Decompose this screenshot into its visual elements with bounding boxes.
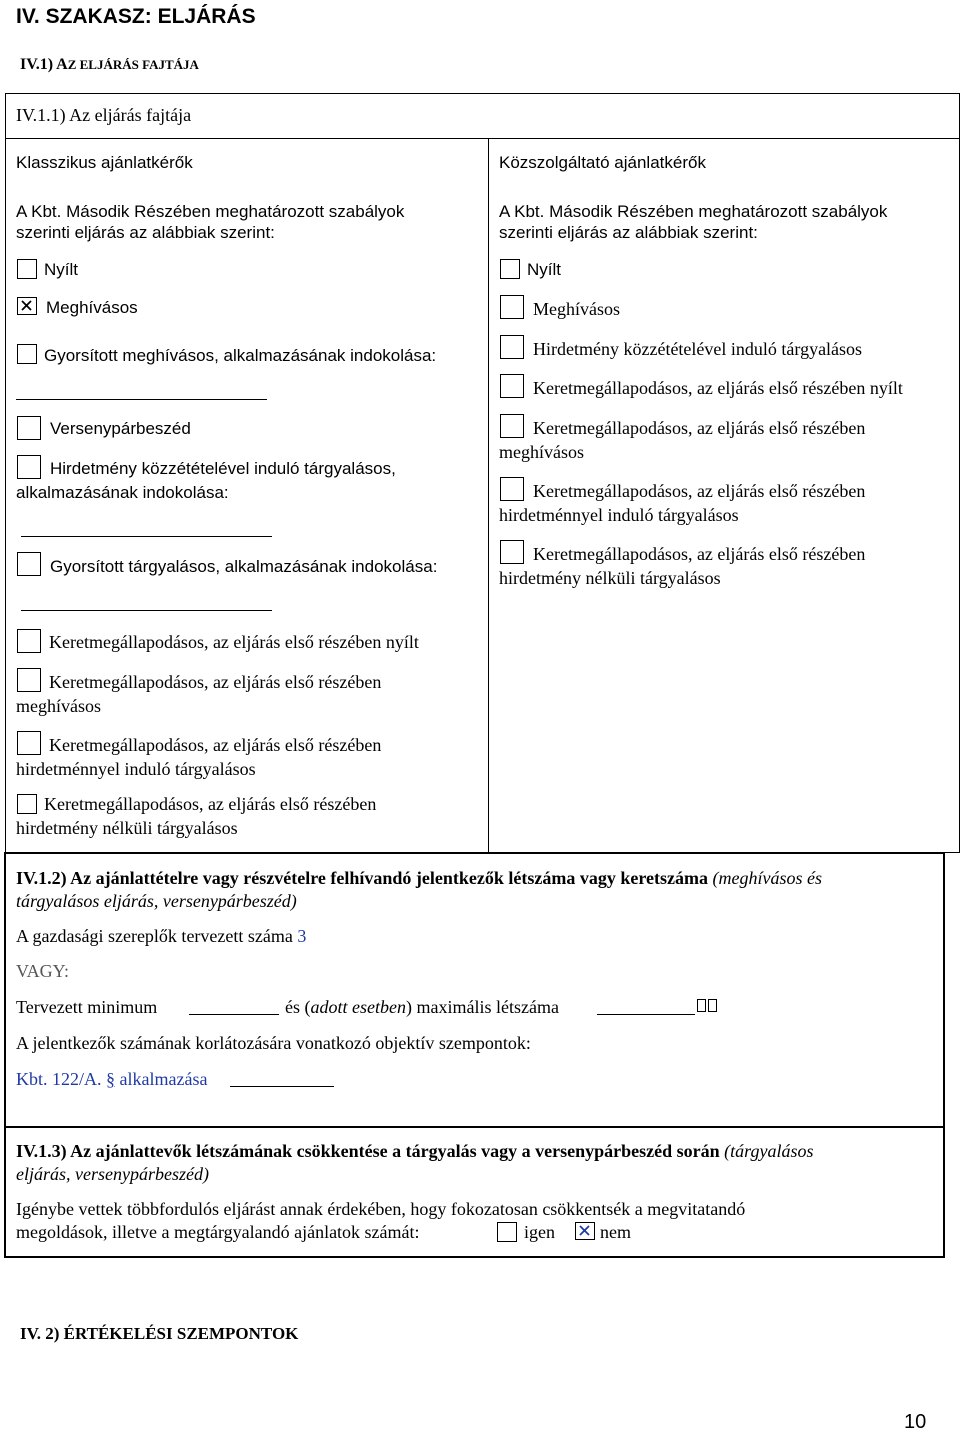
utility-intro-line1: A Kbt. Második Részében meghatározott szabályok	[499, 202, 888, 221]
min-input-line[interactable]	[189, 1014, 279, 1015]
min-label: Tervezett minimum	[16, 997, 158, 1017]
checkbox-keret-nyilt-left[interactable]	[17, 629, 41, 653]
max-input-line[interactable]	[597, 1014, 695, 1015]
applicants-title-line1	[16, 867, 822, 889]
applicants-title-bold: IV.1.2) Az ajánlattételre vagy részvételre felhívandó jelentkezők létszáma vagy keretszáma	[16, 868, 708, 888]
criteria-input-line[interactable]	[230, 1086, 334, 1087]
label-keret-meghiv-left-1: Keretmegállapodásos, az eljárás első részében	[49, 672, 382, 692]
applicants-divider	[4, 1126, 945, 1128]
classic-intro-line1: A Kbt. Második Részében meghatározott szabályok	[16, 202, 405, 221]
checkbox-gyorsitott-meghivasos[interactable]	[17, 344, 37, 364]
reduction-title-bold: IV.1.3) Az ajánlattevők létszámának csökkentése a tárgyalás vagy a versenypárbeszéd során	[16, 1141, 720, 1161]
criteria-section-sign: §	[106, 1069, 115, 1089]
planned-count-row	[16, 925, 306, 947]
label-hirdetmeny-targy-left-2: alkalmazásának indokolása:	[16, 483, 229, 502]
checkbox-nyilt-right[interactable]	[500, 259, 520, 279]
checkbox-keret-nelkul-left[interactable]	[17, 794, 37, 814]
applicants-title-italic-1: (meghívásos és	[708, 868, 822, 888]
evaluation-title: IV. 2) ÉRTÉKELÉSI SZEMPONTOK	[20, 1324, 299, 1343]
label-gyorsitott-targy: Gyorsított tárgyalásos, alkalmazásának indokolása:	[50, 557, 438, 576]
label-hirdetmeny-targy-right: Hirdetmény közzétételével induló tárgyalásos	[533, 339, 863, 359]
max-row	[285, 996, 559, 1018]
criteria-value	[16, 1068, 207, 1090]
digit-box-2[interactable]	[708, 999, 717, 1012]
checkbox-keret-hirdet-right[interactable]	[500, 477, 524, 501]
checkbox-hirdetmeny-targy-left[interactable]	[17, 455, 41, 479]
checkbox-versenyparbeszed[interactable]	[17, 416, 41, 440]
subsection-rest: Z ELJÁRÁS FAJTÁJA	[67, 57, 199, 72]
label-keret-nelkul-right-2: hirdetmény nélküli tárgyalásos	[499, 568, 721, 588]
planned-count-label: A gazdasági szereplők tervezett száma	[16, 926, 293, 946]
checkbox-keret-hirdet-left[interactable]	[17, 731, 41, 755]
reason-line-3[interactable]	[21, 610, 272, 611]
page-number: 10	[904, 1411, 927, 1433]
planned-count-value: 3	[297, 926, 307, 946]
classic-intro-line2: szerinti eljárás az alábbiak szerint:	[16, 223, 275, 242]
procedure-type-title-divider	[5, 138, 960, 139]
reason-line-1[interactable]	[16, 399, 267, 400]
applicants-title-italic-2: tárgyalásos eljárás, versenypárbeszéd)	[16, 891, 297, 911]
checkbox-keret-meghiv-right[interactable]	[500, 414, 524, 438]
max-label: ) maximális létszáma	[405, 997, 559, 1017]
label-hirdetmeny-targy-left-1: Hirdetmény közzétételével induló tárgyalásos,	[50, 459, 396, 478]
label-nyilt-left: Nyílt	[44, 260, 78, 279]
label-keret-hirdet-left-2: hirdetménnyel induló tárgyalásos	[16, 759, 256, 779]
criteria-value-a: Kbt. 122/A.	[16, 1069, 102, 1089]
label-keret-meghiv-left-2: meghívásos	[16, 696, 101, 716]
label-keret-meghiv-right-2: meghívásos	[499, 442, 584, 462]
checkbox-nem-checked[interactable]	[575, 1222, 595, 1240]
label-keret-hirdet-right-2: hirdetménnyel induló tárgyalásos	[499, 505, 739, 525]
reason-line-2[interactable]	[21, 536, 272, 537]
reduction-title-italic-1: (tárgyalásos	[719, 1141, 814, 1161]
and-label: és (	[285, 997, 311, 1017]
checkbox-meghivasos-right[interactable]	[500, 295, 524, 319]
checkbox-keret-meghiv-left[interactable]	[17, 668, 41, 692]
label-igen: igen	[524, 1222, 555, 1242]
label-keret-hirdet-right-1: Keretmegállapodásos, az eljárás első részében	[533, 481, 866, 501]
section-title: IV. SZAKASZ: ELJÁRÁS	[16, 5, 256, 28]
procedure-type-title: IV.1.1) Az eljárás fajtája	[16, 105, 192, 125]
label-keret-hirdet-left-1: Keretmegállapodásos, az eljárás első részében	[49, 735, 382, 755]
checkbox-meghivasos-left-checked[interactable]	[17, 297, 37, 315]
utility-intro-line2: szerinti eljárás az alábbiak szerint:	[499, 223, 758, 242]
reduction-text-line2: megoldások, illetve a megtárgyalandó ajánlatok számát:	[16, 1222, 420, 1242]
label-keret-nyilt-right: Keretmegállapodásos, az eljárás első részében nyílt	[533, 378, 903, 398]
adott-esetben-label: adott esetben	[310, 997, 406, 1017]
label-keret-meghiv-right-1: Keretmegállapodásos, az eljárás első részében	[533, 418, 866, 438]
reduction-text-line1: Igénybe vettek többfordulós eljárást annak érdekében, hogy fokozatosan csökkentsék a megvitatandó	[16, 1199, 746, 1219]
criteria-value-b: alkalmazása	[119, 1069, 208, 1089]
procedure-type-column-divider	[488, 138, 489, 853]
checkbox-keret-nelkul-right[interactable]	[500, 540, 524, 564]
label-keret-nelkul-left-2: hirdetmény nélküli tárgyalásos	[16, 818, 238, 838]
label-meghivasos-right: Meghívásos	[533, 299, 620, 319]
checkbox-hirdetmeny-targy-right[interactable]	[500, 335, 524, 359]
label-keret-nelkul-right-1: Keretmegállapodásos, az eljárás első részében	[533, 544, 866, 564]
subsection-prefix: IV.1) A	[20, 56, 68, 73]
subsection-title	[20, 54, 199, 76]
label-nyilt-right: Nyílt	[527, 260, 561, 279]
digit-box-1[interactable]	[697, 999, 706, 1012]
label-nem: nem	[600, 1222, 631, 1242]
checkbox-nyilt-left[interactable]	[17, 259, 37, 279]
checkbox-gyorsitott-targy[interactable]	[17, 552, 41, 576]
label-meghivasos-left: Meghívásos	[46, 298, 138, 317]
checkmark-x-icon	[18, 298, 35, 313]
checkbox-igen[interactable]	[497, 1222, 517, 1242]
reduction-title-line1	[16, 1140, 813, 1162]
checkbox-keret-nyilt-right[interactable]	[500, 374, 524, 398]
label-versenyparbeszed: Versenypárbeszéd	[50, 419, 191, 438]
label-keret-nyilt-left: Keretmegállapodásos, az eljárás első részében nyílt	[49, 632, 419, 652]
utility-header: Közszolgáltató ajánlatkérők	[499, 153, 706, 172]
label-gyorsitott-meghivasos: Gyorsított meghívásos, alkalmazásának indokolása:	[44, 346, 437, 365]
classic-header: Klasszikus ajánlatkérők	[16, 153, 193, 172]
reduction-title-italic-2: eljárás, versenypárbeszéd)	[16, 1164, 209, 1184]
or-label: VAGY:	[16, 961, 70, 981]
checkmark-x-icon	[576, 1223, 593, 1238]
label-keret-nelkul-left-1: Keretmegállapodásos, az eljárás első részében	[44, 794, 377, 814]
criteria-label: A jelentkezők számának korlátozására vonatkozó objektív szempontok:	[16, 1033, 531, 1053]
